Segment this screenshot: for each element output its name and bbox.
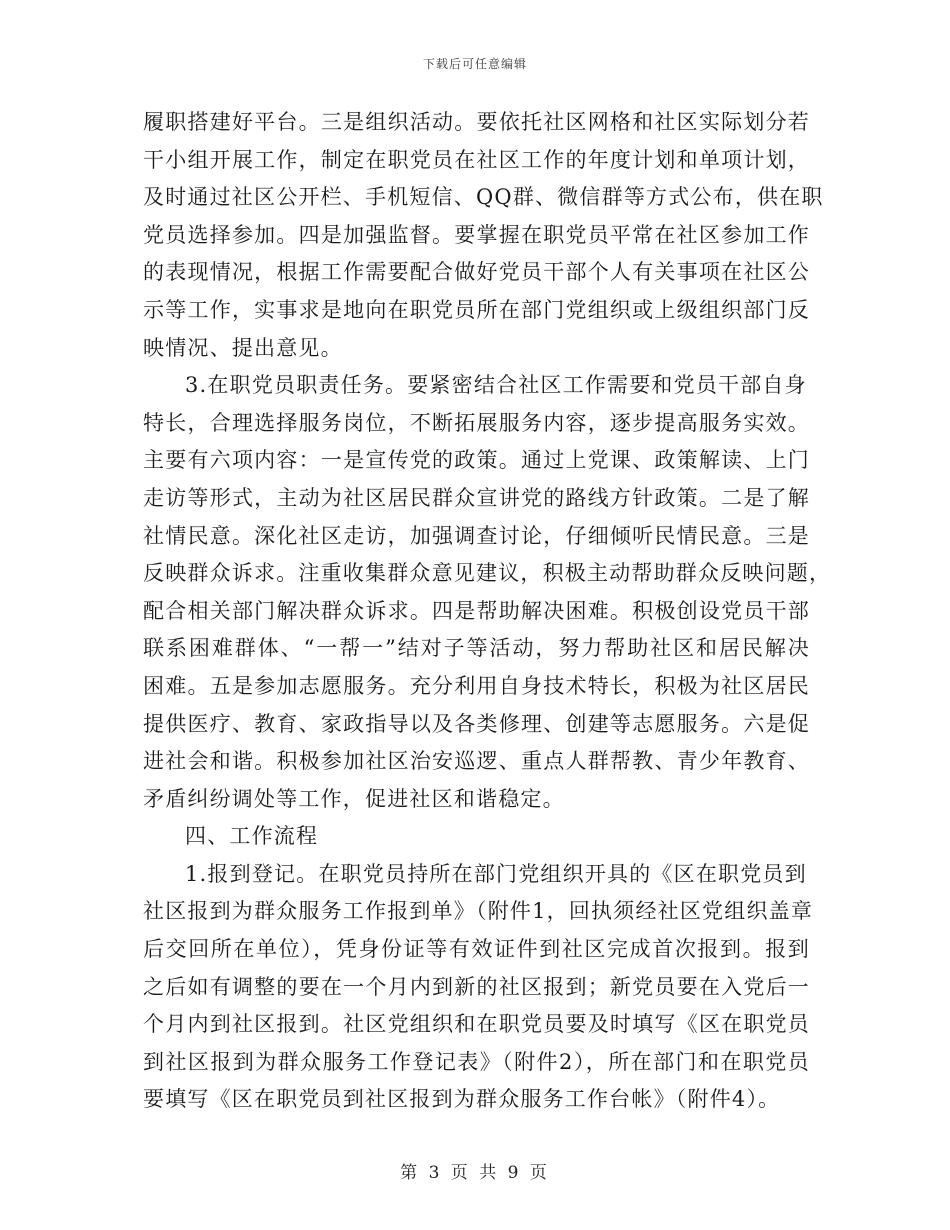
text-line: 矛盾纠纷调处等工作，促进社区和谐稳定。 bbox=[143, 786, 565, 811]
document-body bbox=[143, 104, 832, 1119]
text-line: 个月内到社区报到。社区党组织和在职党员要及时填写《区在职党员 bbox=[143, 1012, 810, 1037]
text-line: 困难。五是参加志愿服务。充分利用自身技术特长，积极为社区居民 bbox=[143, 673, 810, 698]
text-line: 进社会和谐。积极参加社区治安巡逻、重点人群帮教、青少年教育、 bbox=[143, 749, 810, 774]
text-line: 之后如有调整的要在一个月内到新的社区报到；新党员要在入党后一 bbox=[143, 974, 810, 999]
text-line: 社区报到为群众服务工作报到单》（附件1，回执须经社区党组织盖章 bbox=[143, 899, 814, 924]
text-line: 履职搭建好平台。三是组织活动。要依托社区网格和社区实际划分若 bbox=[143, 110, 810, 134]
page-number-footer: 第 3 页 共 9 页 bbox=[400, 1163, 550, 1183]
text-line: 3.在职党员职责任务。要紧密结合社区工作需要和党员干部自身 bbox=[185, 373, 807, 398]
text-line: 走访等形式，主动为社区居民群众宣讲党的路线方针政策。二是了解 bbox=[143, 485, 810, 510]
text-line: 干小组开展工作，制定在职党员在社区工作的年度计划和单项计划， bbox=[143, 147, 810, 172]
text-line: 特长，合理选择服务岗位，不断拓展服务内容，逐步提高服务实效。 bbox=[143, 410, 810, 435]
text-line: 配合相关部门解决群众诉求。四是帮助解决困难。积极创设党员干部 bbox=[143, 598, 810, 623]
text-line: 示等工作，实事求是地向在职党员所在部门党组织或上级组织部门反 bbox=[143, 297, 810, 322]
text-line: 要填写《区在职党员到社区报到为群众服务工作台帐》（附件4）。 bbox=[143, 1087, 781, 1112]
text-line: 映情况、提出意见。 bbox=[143, 335, 343, 360]
text-line: 社情民意。深化社区走访，加强调查讨论，仔细倾听民情民意。三是 bbox=[143, 523, 810, 548]
text-line: 主要有六项内容：一是宣传党的政策。通过上党课、政策解读、上门 bbox=[143, 448, 810, 473]
text-line: 及时通过社区公开栏、手机短信、QQ群、微信群等方式公布，供在职 bbox=[143, 185, 824, 210]
text-line: 反映群众诉求。注重收集群众意见建议，积极主动帮助群众反映问题， bbox=[143, 561, 832, 586]
text-line: 联系困难群体、“一帮一”结对子等活动，努力帮助社区和居民解决 bbox=[143, 636, 810, 661]
text-line: 到社区报到为群众服务工作登记表》（附件2），所在部门和在职党员 bbox=[143, 1049, 810, 1074]
section-heading: 四、工作流程 bbox=[185, 824, 319, 849]
text-line: 的表现情况，根据工作需要配合做好党员干部个人有关事项在社区公 bbox=[143, 260, 810, 285]
text-line: 1.报到登记。在职党员持所在部门党组织开具的《区在职党员到 bbox=[185, 861, 807, 886]
text-line: 党员选择参加。四是加强监督。要掌握在职党员平常在社区参加工作 bbox=[143, 222, 810, 247]
text-line: 提供医疗、教育、家政指导以及各类修理、创建等志愿服务。六是促 bbox=[143, 711, 810, 736]
text-line: 后交回所在单位），凭身份证等有效证件到社区完成首次报到。报到 bbox=[143, 937, 810, 962]
header-note: 下载后可任意编辑 bbox=[422, 57, 527, 71]
